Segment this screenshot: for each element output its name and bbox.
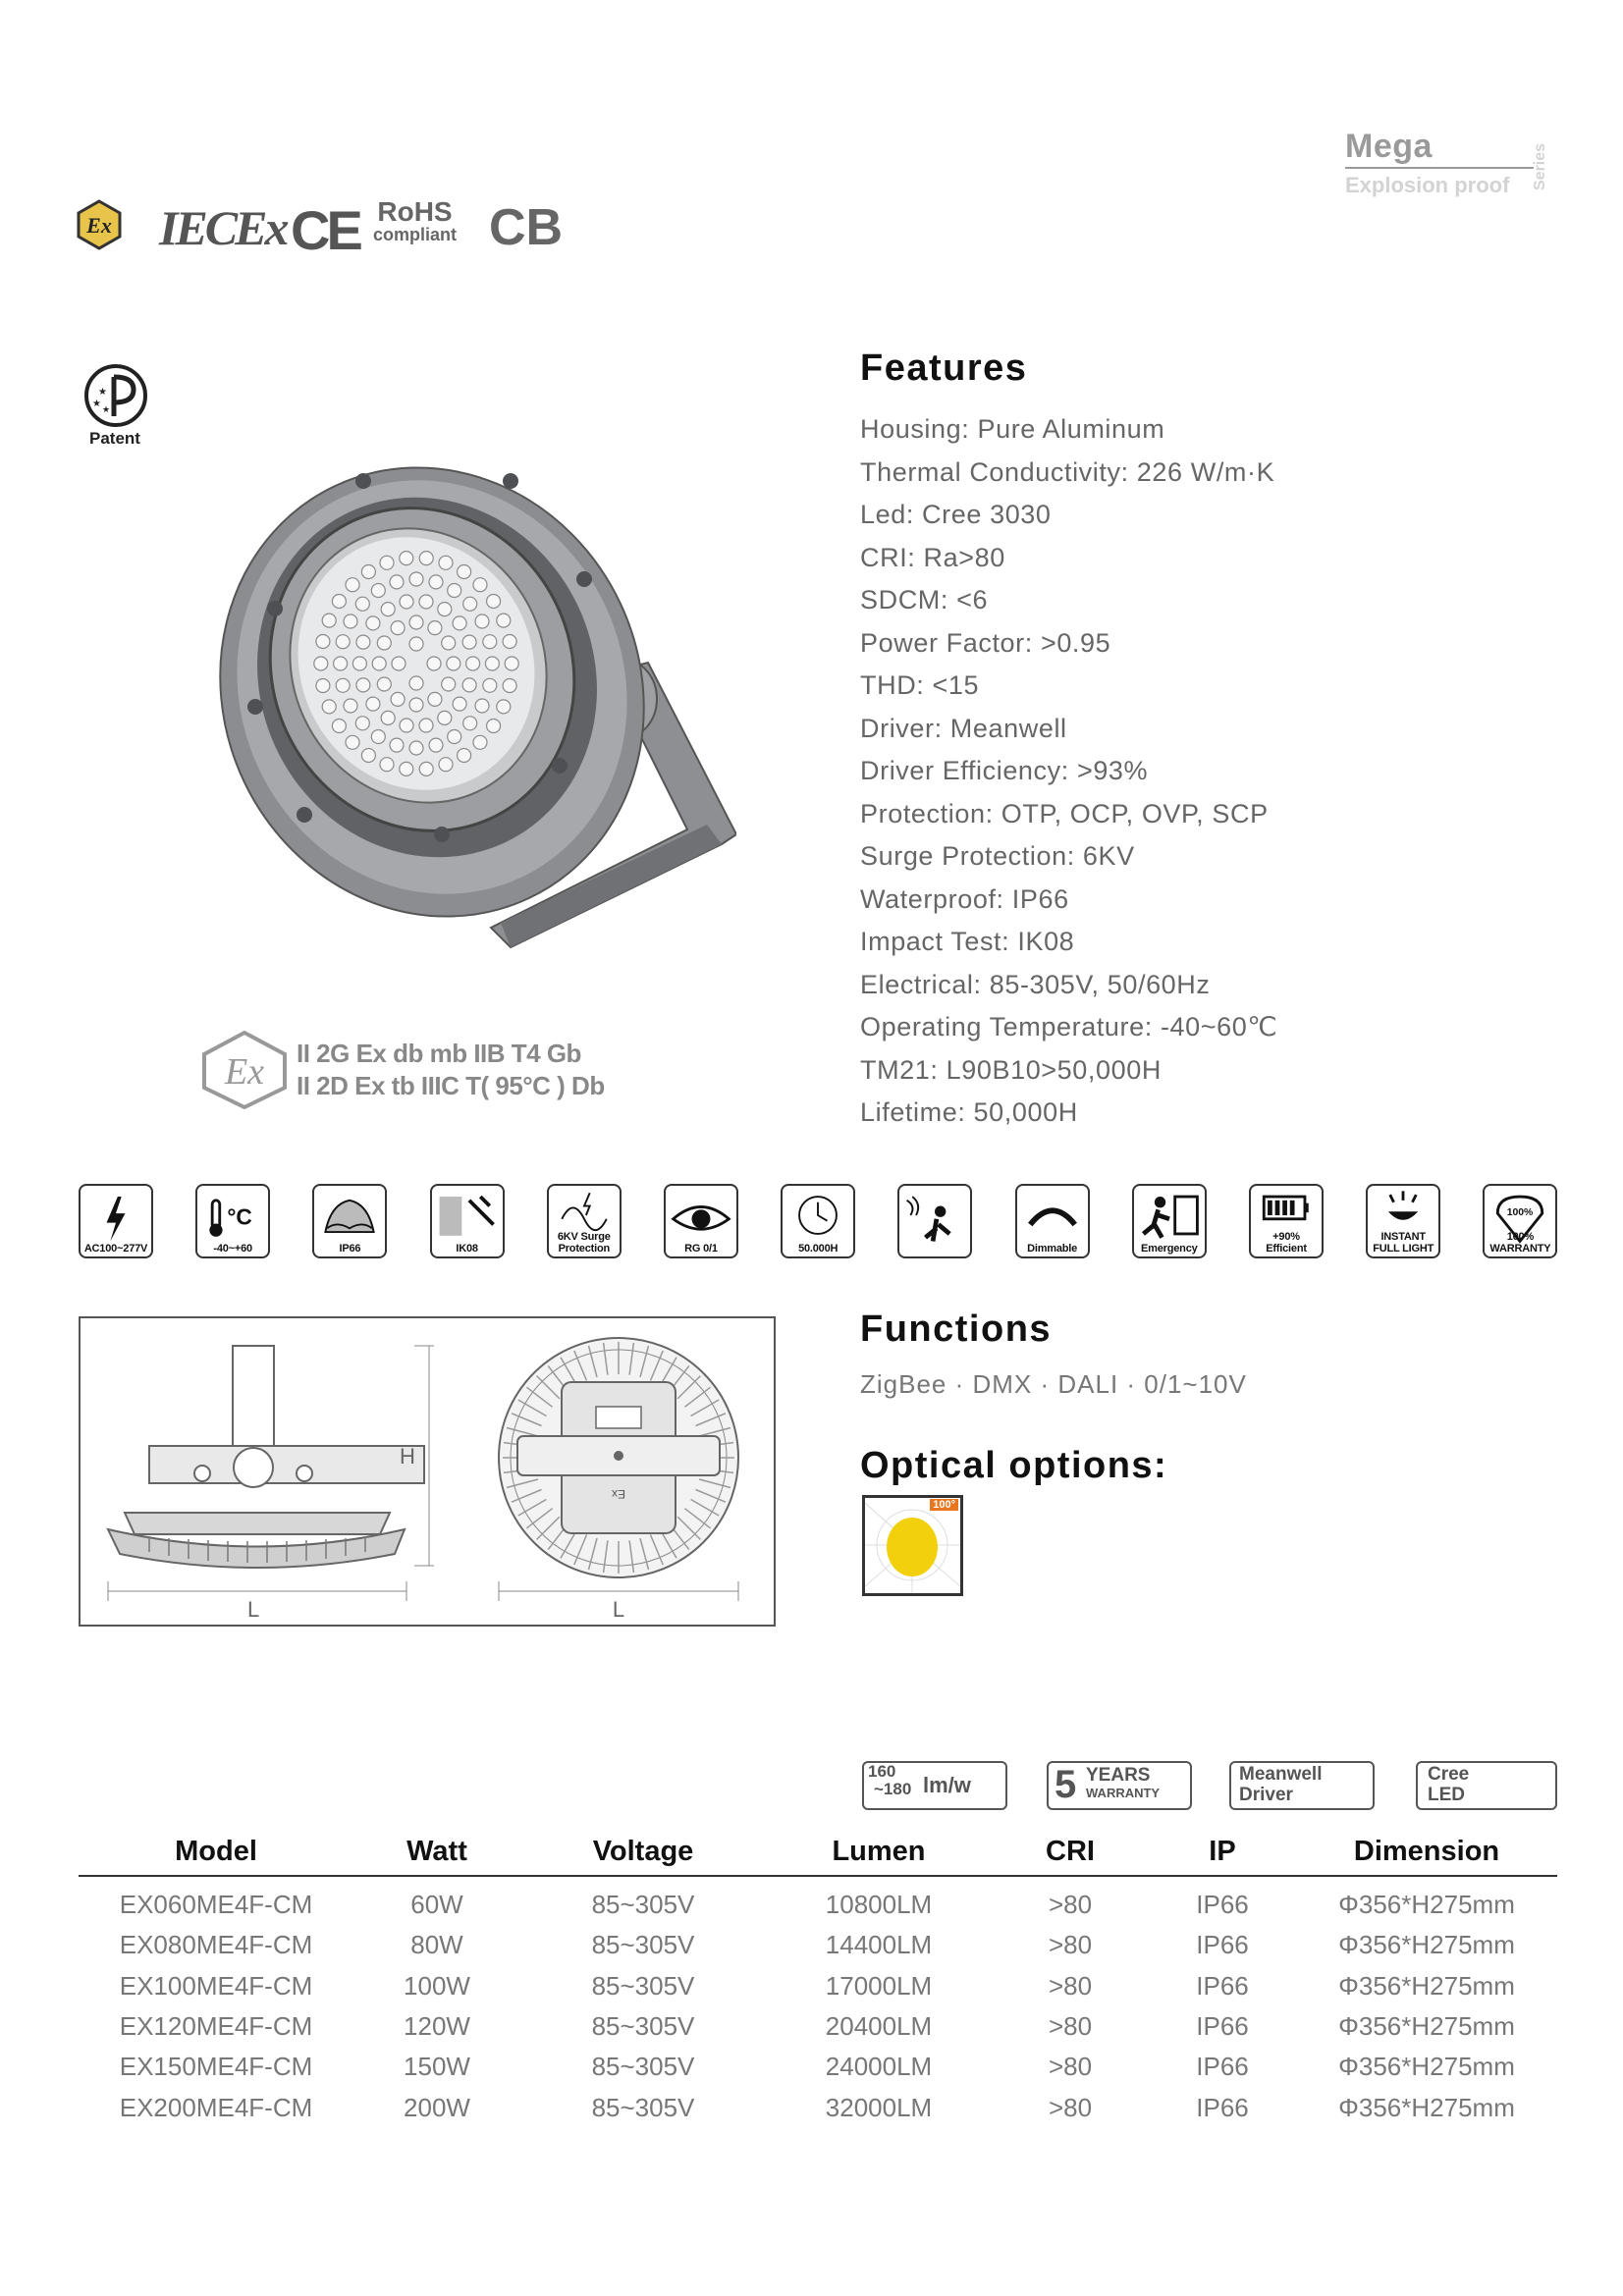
icon-caption: 50.000H: [798, 1243, 839, 1255]
efficacy-range-bottom: ~180: [874, 1780, 912, 1798]
led-lens: [390, 575, 404, 589]
rohs-title: RoHS: [377, 196, 453, 227]
led-lens: [497, 700, 511, 714]
feature-item: CRI: Ra>80: [860, 542, 1005, 572]
icon-caption: +90% Efficient: [1266, 1231, 1307, 1255]
svg-text:Ex: Ex: [224, 1051, 265, 1093]
feature-item: Protection: OTP, OCP, OVP, SCP: [860, 798, 1269, 828]
svg-text:★: ★: [92, 399, 101, 409]
led-lens: [442, 636, 456, 650]
led-lens: [409, 615, 423, 629]
table-cell: EX120ME4F-CM: [119, 2011, 313, 2042]
led-lens: [439, 556, 453, 569]
led-lens: [409, 637, 423, 651]
efficacy-badge: [862, 1761, 1007, 1810]
table-cell: 17000LM: [825, 1970, 933, 2001]
table-cell: IP66: [1196, 2092, 1249, 2122]
led-lens: [473, 578, 487, 592]
icon-caption: RG 0/1: [684, 1243, 718, 1255]
table-cell: 32000LM: [825, 2092, 933, 2122]
table-cell: Φ356*H275mm: [1338, 2092, 1515, 2122]
led-lens: [372, 657, 386, 670]
led-lens: [332, 720, 346, 733]
driver-label: Driver: [1239, 1785, 1293, 1805]
table-row: [79, 2047, 1557, 2087]
series-divider: [1345, 167, 1534, 169]
ex-marking-line-1: II 2G Ex db mb IIB T4 Gb: [297, 1039, 581, 1068]
feature-item: Thermal Conductivity: 226 W/m·K: [860, 456, 1275, 487]
table-row: [79, 1966, 1557, 2006]
led-lens: [505, 657, 518, 670]
table-header-cell: IP: [1209, 1835, 1236, 1867]
led-lens: [400, 595, 413, 609]
led-lens: [427, 657, 441, 670]
optic-angle-label: 100°: [930, 1499, 958, 1511]
table-cell: IP66: [1196, 2052, 1249, 2082]
table-cell: >80: [1048, 2092, 1093, 2122]
ex-label: Ex: [611, 1487, 626, 1501]
surge-protection-icon: [547, 1184, 622, 1258]
led-lens: [371, 584, 385, 598]
table-cell: 85~305V: [591, 1970, 695, 2001]
feature-item: Electrical: 85-305V, 50/60Hz: [860, 969, 1211, 999]
motion-sensor-icon: [897, 1184, 972, 1258]
table-header-cell: Lumen: [832, 1835, 926, 1867]
table-cell: IP66: [1196, 1930, 1249, 1960]
led-lens: [392, 657, 406, 670]
warranty-years: YEARS: [1086, 1765, 1151, 1786]
led-lens: [361, 749, 375, 763]
table-cell: EX060ME4F-CM: [119, 1890, 313, 1920]
table-cell: IP66: [1196, 2011, 1249, 2042]
icon-caption: 6KV Surge Protection: [557, 1231, 611, 1255]
table-cell: 85~305V: [591, 2011, 695, 2042]
table-header-cell: Watt: [406, 1835, 467, 1867]
led-lens: [458, 749, 471, 763]
led-lens: [316, 679, 330, 693]
rohs-logo: [373, 198, 457, 243]
led-lens: [485, 657, 499, 670]
feature-item: THD: <15: [860, 670, 980, 700]
table-row: [79, 1925, 1557, 1965]
svg-text:°C: °C: [227, 1203, 253, 1230]
led-lens: [409, 698, 423, 712]
table-cell: 80W: [410, 1930, 463, 1960]
table-cell: 10800LM: [825, 1890, 933, 1920]
table-cell: IP66: [1196, 1890, 1249, 1920]
table-cell: Φ356*H275mm: [1338, 2011, 1515, 2042]
led-lens: [380, 758, 394, 772]
led-lens: [366, 697, 380, 711]
led-lens: [400, 719, 413, 732]
led-lens: [442, 677, 456, 691]
table-cell: 14400LM: [825, 1930, 933, 1960]
table-header-cell: Dimension: [1353, 1835, 1500, 1867]
led-lens: [391, 692, 405, 706]
led-lens: [346, 578, 359, 592]
feature-item: SDCM: <6: [860, 585, 989, 614]
functions-title: Functions: [860, 1308, 1053, 1350]
eye-icon: [664, 1184, 738, 1258]
led-lens: [314, 657, 328, 670]
efficacy-unit: lm/w: [923, 1773, 971, 1797]
led-lens: [419, 595, 433, 609]
led-lens: [332, 595, 346, 609]
table-cell: >80: [1048, 2011, 1093, 2042]
led-lens: [438, 603, 452, 616]
led-lens: [497, 614, 511, 627]
led-lens: [428, 621, 442, 635]
feature-item: TM21: L90B10>50,000H: [860, 1054, 1162, 1085]
led-lens: [346, 735, 359, 749]
led-lens: [429, 738, 443, 752]
warranty-icon: [1483, 1184, 1557, 1258]
feature-item: Lifetime: 50,000H: [860, 1097, 1078, 1127]
emergency-icon: [1132, 1184, 1207, 1258]
led-lens: [463, 717, 477, 730]
table-cell: Φ356*H275mm: [1338, 1930, 1515, 1960]
icon-caption: IP66: [339, 1243, 361, 1255]
led-lens: [428, 692, 442, 706]
table-cell: EX200ME4F-CM: [119, 2092, 313, 2122]
table-header-cell: Model: [175, 1835, 257, 1867]
table-cell: Φ356*H275mm: [1338, 1890, 1515, 1920]
spec-table: [79, 1828, 1557, 2128]
series-subtitle: Explosion proof: [1345, 173, 1510, 197]
led-lens: [447, 657, 460, 670]
table-cell: 150W: [404, 2052, 470, 2082]
led-lens: [336, 635, 350, 649]
iecex-logo: IECEx: [159, 200, 287, 255]
table-cell: >80: [1048, 1970, 1093, 2001]
led-lens: [400, 762, 413, 775]
table-cell: 120W: [404, 2011, 470, 2042]
patent-icon: [77, 363, 155, 433]
svg-text:★: ★: [102, 404, 111, 414]
table-header-row: [79, 1828, 1557, 1876]
table-cell: 20400LM: [825, 2011, 933, 2042]
ex-marking-line-2: II 2D Ex tb IIIC T( 95°C ) Db: [297, 1071, 605, 1100]
led-lens: [439, 758, 453, 772]
efficiency-icon: [1249, 1184, 1324, 1258]
series-vertical-label: Series: [1532, 142, 1548, 191]
led-lens: [344, 699, 357, 713]
rohs-subtitle: compliant: [373, 225, 458, 244]
led-lens: [400, 552, 413, 565]
led-lens: [355, 717, 369, 730]
table-cell: 85~305V: [591, 1930, 695, 1960]
led-lens: [390, 738, 404, 752]
ik08-icon: [430, 1184, 505, 1258]
cb-logo: CB: [489, 199, 564, 256]
dimmable-icon: [1015, 1184, 1090, 1258]
table-row: [79, 1876, 1557, 1925]
icon-caption: IK08: [456, 1243, 478, 1255]
led-lens: [429, 575, 443, 589]
voltage-icon: [79, 1184, 153, 1258]
led-lens: [475, 614, 489, 628]
ex-marking-text: [297, 1038, 605, 1102]
optic-100-degree: [862, 1495, 963, 1596]
icon-caption: INSTANT FULL LIGHT: [1373, 1231, 1434, 1255]
svg-text:Ex: Ex: [86, 213, 112, 238]
icon-caption: -40~+60: [213, 1243, 252, 1255]
led-lens: [366, 616, 380, 630]
led-badge: [1416, 1761, 1557, 1810]
led-lens: [463, 597, 477, 611]
length-label-top: L: [612, 1597, 625, 1622]
table-cell: EX080ME4F-CM: [119, 1930, 313, 1960]
led-lens: [448, 584, 461, 598]
ce-logo: CE: [291, 199, 359, 261]
functions-text: ZigBee · DMX · DALI · 0/1~10V: [860, 1369, 1247, 1399]
led-lens: [380, 556, 394, 569]
table-row: [79, 2087, 1557, 2127]
table-cell: Φ356*H275mm: [1338, 1970, 1515, 2001]
table-cell: 60W: [410, 1890, 463, 1920]
table-cell: >80: [1048, 1890, 1093, 1920]
table-cell: 85~305V: [591, 2052, 695, 2082]
led-lens: [381, 603, 395, 616]
feature-item: Impact Test: IK08: [860, 927, 1075, 956]
led-lens: [462, 635, 476, 649]
table-header-cell: Voltage: [592, 1835, 694, 1867]
feature-item: Driver: Meanwell: [860, 713, 1067, 743]
led-lens: [409, 741, 423, 755]
driver-brand: Meanwell: [1239, 1764, 1323, 1785]
led-lens: [483, 678, 497, 692]
table-cell: EX150ME4F-CM: [119, 2052, 313, 2082]
table-cell: 85~305V: [591, 1890, 695, 1920]
led-lens: [316, 635, 330, 649]
table-cell: >80: [1048, 1930, 1093, 1960]
table-cell: 100W: [404, 1970, 470, 2001]
table-cell: 85~305V: [591, 2092, 695, 2122]
feature-item: Housing: Pure Aluminum: [860, 414, 1165, 444]
warranty-badge: [1047, 1761, 1192, 1810]
icon-caption: Emergency: [1141, 1243, 1198, 1255]
led-lens: [475, 699, 489, 713]
icon-caption: Dimmable: [1027, 1243, 1078, 1255]
led-lens: [448, 730, 461, 744]
table-header-cell: CRI: [1046, 1835, 1095, 1867]
led-lens: [322, 614, 336, 627]
product-image: [187, 412, 736, 967]
led-lens: [438, 711, 452, 724]
features-title: Features: [860, 347, 1028, 389]
table-cell: IP66: [1196, 1970, 1249, 2001]
svg-text:★: ★: [98, 387, 107, 398]
led-lens: [503, 635, 516, 649]
led-lens: [487, 720, 501, 733]
patent-label: Patent: [89, 429, 140, 448]
length-label-side: L: [247, 1597, 260, 1622]
feature-item: Driver Efficiency: >93%: [860, 756, 1149, 785]
led-lens: [419, 719, 433, 732]
led-lens: [391, 621, 405, 635]
led-label: LED: [1428, 1785, 1465, 1805]
led-lens: [344, 614, 357, 628]
driver-badge: [1229, 1761, 1375, 1810]
icon-caption: 100% WARRANTY: [1489, 1231, 1551, 1255]
optical-title: Optical options:: [860, 1445, 1168, 1486]
feature-item: Operating Temperature: -40~60℃: [860, 1012, 1278, 1041]
led-lens: [381, 711, 395, 724]
efficacy-range-top: 160: [868, 1762, 896, 1781]
led-lens: [322, 700, 336, 714]
series-name: Mega: [1345, 128, 1433, 165]
features-list: [860, 408, 1277, 1135]
led-lens: [361, 565, 375, 579]
atex-ex-logo: [77, 199, 122, 255]
led-lens: [377, 677, 391, 691]
led-lens: [334, 657, 348, 670]
ex-marking-logo: [200, 1031, 289, 1114]
led-lens: [336, 678, 350, 692]
dimension-drawing: [79, 1316, 776, 1627]
led-lens: [487, 595, 501, 609]
height-label: H: [400, 1444, 415, 1468]
ip66-icon: [312, 1184, 387, 1258]
led-lens: [503, 679, 516, 693]
table-row: [79, 2006, 1557, 2047]
led-brand: Cree: [1428, 1764, 1470, 1785]
svg-text:100%: 100%: [1507, 1207, 1534, 1218]
table-body: [79, 1876, 1557, 2128]
led-lens: [352, 657, 366, 670]
table-cell: 200W: [404, 2092, 470, 2122]
led-lens: [453, 616, 466, 630]
icon-caption: AC100~277V: [83, 1243, 148, 1255]
led-lens: [483, 635, 497, 649]
feature-item: Power Factor: >0.95: [860, 627, 1111, 658]
feature-item: Led: Cree 3030: [860, 500, 1052, 529]
instant-light-icon: [1366, 1184, 1440, 1258]
clock-icon: [781, 1184, 855, 1258]
table-cell: 24000LM: [825, 2052, 933, 2082]
led-lens: [453, 697, 466, 711]
led-lens: [371, 730, 385, 744]
led-lens: [466, 657, 480, 670]
table-cell: Φ356*H275mm: [1338, 2052, 1515, 2082]
led-lens: [419, 552, 433, 565]
led-lens: [356, 678, 370, 692]
warranty-number: 5: [1055, 1763, 1077, 1806]
led-lens: [419, 762, 433, 775]
feature-item: Waterproof: IP66: [860, 883, 1069, 914]
warranty-label: WARRANTY: [1086, 1786, 1161, 1800]
led-lens: [356, 635, 370, 649]
led-lens: [377, 636, 391, 650]
feature-item: Surge Protection: 6KV: [860, 841, 1135, 871]
temperature-icon: [195, 1184, 270, 1258]
table-cell: EX100ME4F-CM: [119, 1970, 313, 2001]
led-lens: [473, 735, 487, 749]
led-lens: [458, 565, 471, 579]
led-lens: [355, 597, 369, 611]
led-lens: [409, 572, 423, 586]
led-lens: [462, 678, 476, 692]
table-cell: >80: [1048, 2052, 1093, 2082]
led-lens: [409, 676, 423, 690]
